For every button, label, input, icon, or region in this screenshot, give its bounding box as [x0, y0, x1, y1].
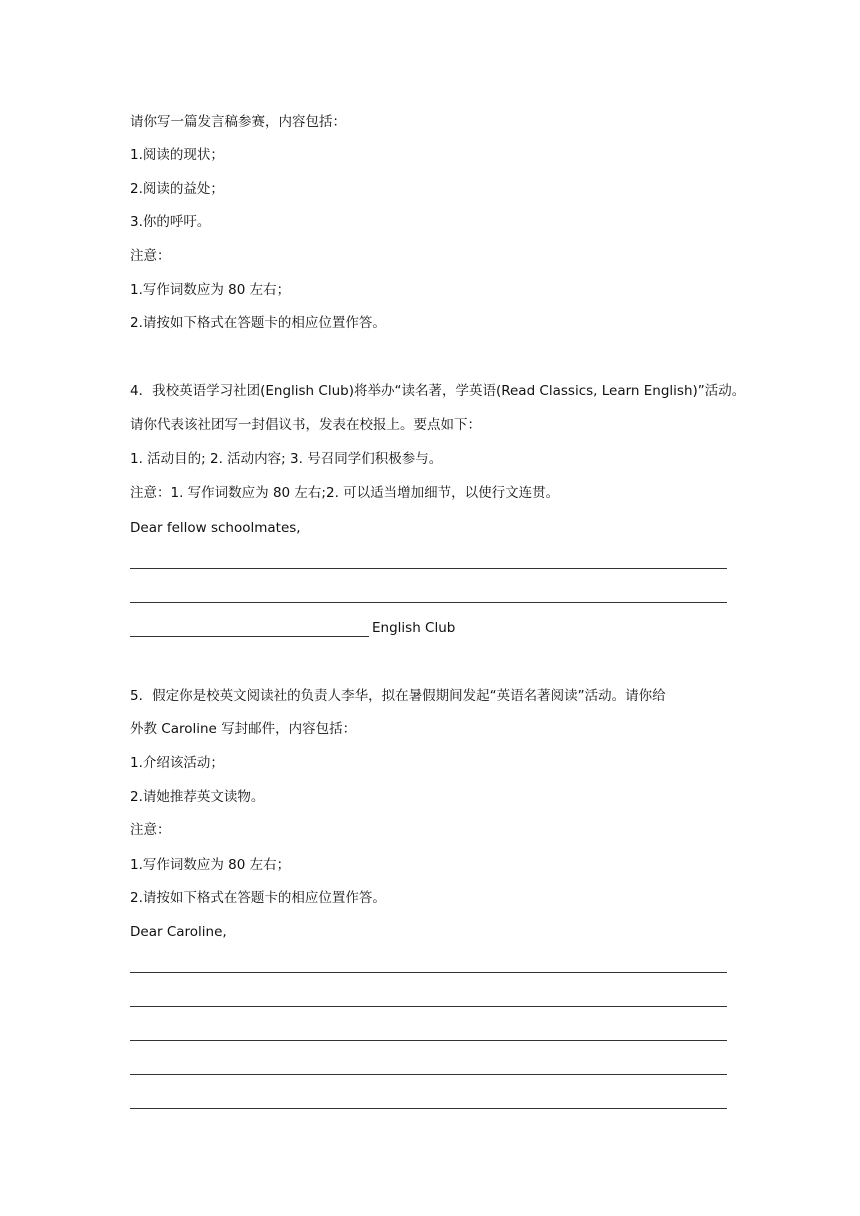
section3-note: 1.写作词数应为 80 左右；: [130, 282, 291, 298]
section3-notes-label: 注意：: [130, 248, 171, 264]
section3-point: 1.阅读的现状；: [130, 147, 224, 163]
section4-signature: English Club: [372, 620, 456, 636]
section5-prompt: 外教 Caroline 写封邮件，内容包括：: [130, 721, 357, 737]
answer-line: [130, 1006, 727, 1007]
answer-line: [130, 1040, 727, 1041]
answer-line: [130, 568, 727, 569]
answer-line: [130, 1074, 727, 1075]
section5-prompt: 5．假定你是校英文阅读社的负责人李华，拟在暑假期间发起“英语名著阅读”活动。请你给: [130, 688, 666, 704]
section3-note: 2.请按如下格式在答题卡的相应位置作答。: [130, 315, 386, 331]
section5-notes-label: 注意：: [130, 822, 171, 838]
section5-note: 2.请按如下格式在答题卡的相应位置作答。: [130, 890, 386, 906]
section3-point: 2.阅读的益处；: [130, 181, 224, 197]
answer-line: [130, 1108, 727, 1109]
section4-notes: 注意：1. 写作词数应为 80 左右;2. 可以适当增加细节，以使行文连贯。: [130, 485, 560, 501]
section5-salutation: Dear Caroline,: [130, 924, 227, 940]
section5-note: 1.写作词数应为 80 左右；: [130, 857, 291, 873]
section4-points: 1. 活动目的; 2. 活动内容; 3. 号召同学们积极参与。: [130, 451, 443, 467]
signature-line: [130, 636, 369, 637]
section3-point: 3.你的呼吁。: [130, 214, 211, 230]
section4-prompt: 4．我校英语学习社团(English Club)将举办“读名著，学英语(Read Classics, Learn English)”活动。: [130, 383, 746, 399]
answer-line: [130, 972, 727, 973]
answer-line: [130, 602, 727, 603]
section3-intro: 请你写一篇发言稿参赛，内容包括：: [130, 114, 346, 130]
section5-point: 2.请她推荐英文读物。: [130, 789, 265, 805]
section5-point: 1.介绍该活动；: [130, 755, 224, 771]
section4-salutation: Dear fellow schoolmates,: [130, 520, 301, 536]
section4-prompt: 请你代表该社团写一封倡议书，发表在校报上。要点如下：: [130, 417, 481, 433]
